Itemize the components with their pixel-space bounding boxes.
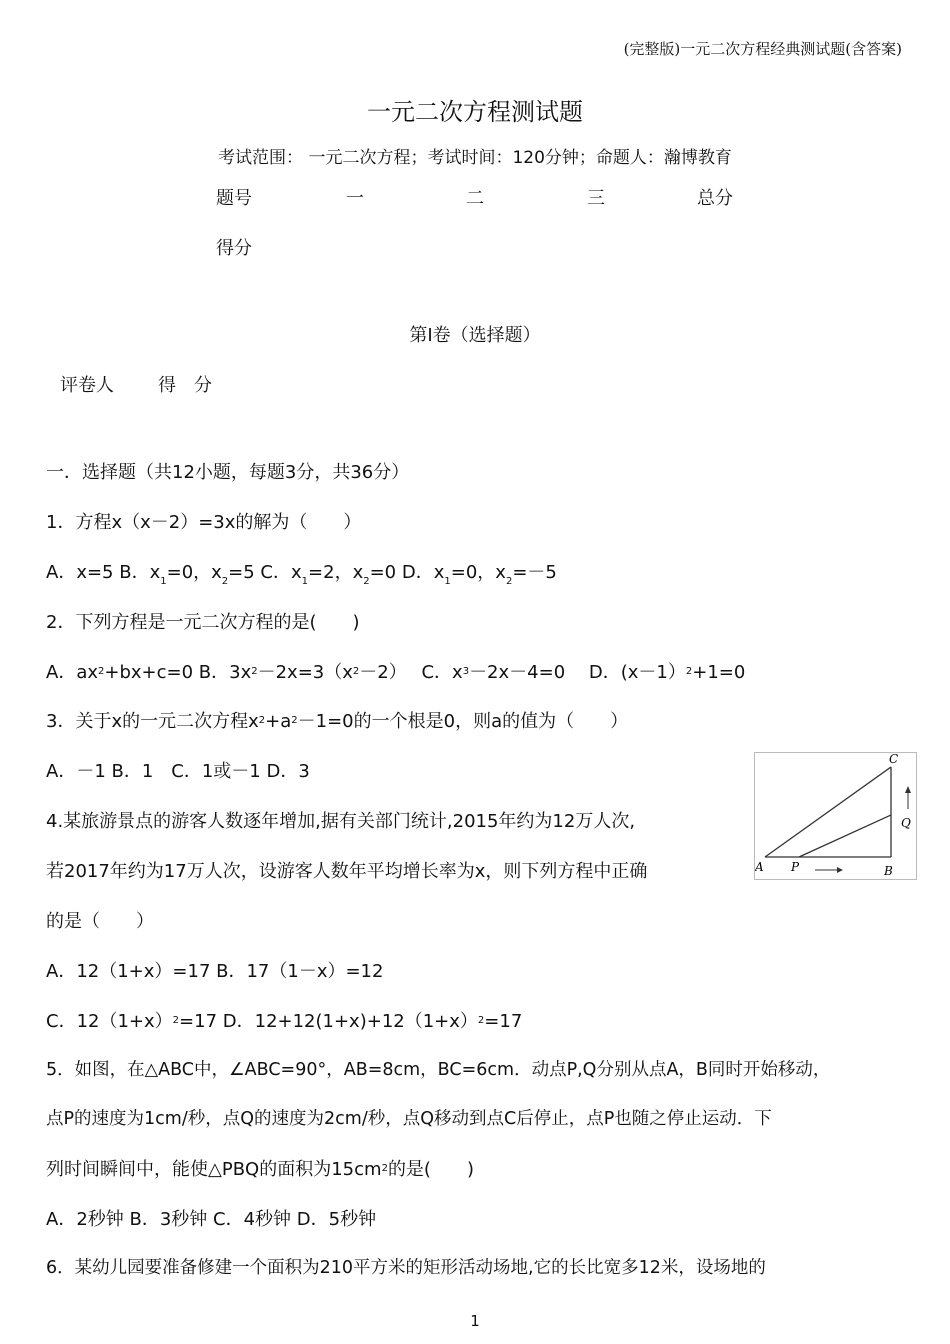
- score-table-header-1: 一: [346, 188, 364, 209]
- q5-line1: 5．如图，在△ABC中，∠ABC=90°，AB=8cm，BC=6cm．动点P,Q分别从点A，B同时开始移动，: [46, 1060, 831, 1080]
- label-b: B: [884, 864, 893, 878]
- arrow-q-head: [905, 786, 911, 793]
- score-table-header-3: 三: [587, 188, 605, 209]
- score-table-header-4: 总分: [697, 188, 733, 209]
- q5-line3: 列时间瞬间中，能使△PBQ的面积为$15cm^2$的是( ): [46, 1159, 474, 1180]
- q4-line2: 若2017年约为17万人次，设游客人数年平均增长率为x，则下列方程中正确: [46, 861, 648, 882]
- q3-options: A．－1 B．1 C．1或－1 D．3: [46, 761, 310, 782]
- q5-options: A．2秒钟 B．3秒钟 C．4秒钟 D．5秒钟: [46, 1209, 377, 1230]
- page-number: 1: [470, 1312, 480, 1330]
- score-table-row-label: 得分: [216, 238, 252, 259]
- q1-options: A．x=5 B．$x_1=0$，$x_2=5$ C．$x_1=2$，$x_2=0$ D．$x_1=0$，$x_2=-5$: [46, 562, 557, 587]
- score-table-header-0: 题号: [216, 188, 252, 209]
- q6-line1: 6．某幼儿园要准备修建一个面积为210平方米的矩形活动场地,它的长比宽多12米，设场地的: [46, 1258, 766, 1278]
- q4-line1: 4.某旅游景点的游客人数逐年增加,据有关部门统计,2015年约为12万人次,: [46, 811, 636, 832]
- q1-stem: 1．方程x（x－2）=3x的解为（ ）: [46, 512, 362, 533]
- triangle-figure: [754, 752, 917, 880]
- q2-stem: 2．下列方程是一元二次方程的是( ): [46, 612, 360, 633]
- grader-label: 评卷人: [60, 375, 114, 396]
- q4-line3: 的是（ ）: [46, 911, 154, 932]
- label-q: Q: [901, 816, 911, 830]
- page-title: 一元二次方程测试题: [367, 98, 583, 126]
- arrow-p-head: [837, 867, 843, 873]
- score-table-header-2: 二: [466, 188, 484, 209]
- label-p: P: [791, 860, 800, 874]
- label-a: A: [755, 860, 764, 874]
- line-pq: [799, 815, 891, 857]
- q4-options-ab: A．12（1+x）=17 B．17（1－x）=12: [46, 961, 384, 982]
- score-label: 得 分: [158, 375, 212, 396]
- section-heading: 一．选择题（共12小题，每题3分，共36分）: [46, 462, 410, 483]
- exam-info: 考试范围： 一元二次方程；考试时间：120分钟；命题人：瀚博教育: [218, 148, 732, 168]
- label-c: C: [889, 753, 899, 766]
- running-header: (完整版)一元二次方程经典测试题(含答案): [623, 40, 902, 58]
- section-title: 第Ⅰ卷（选择题）: [409, 325, 541, 346]
- q2-options: A．$ax^2+bx+c=0$ B．$3x^2-2x=3(x^2-2)$ C．$x^3-2x-4=0$ D．(x－1）$^2$+1=0: [46, 662, 746, 683]
- q5-line2: 点P的速度为1cm/秒，点Q的速度为2cm/秒，点Q移动到点C后停止，点P也随之停止运动．下: [46, 1109, 772, 1129]
- q4-options-cd: C．$12(1+x)^2=17$ D．$12+12(1+x)+12(1+x)^2=17$: [46, 1011, 523, 1032]
- q3-stem: 3．关于x的一元二次方程$x^2+a^2-1=0$的一个根是0，则a的值为（ ）: [46, 711, 629, 732]
